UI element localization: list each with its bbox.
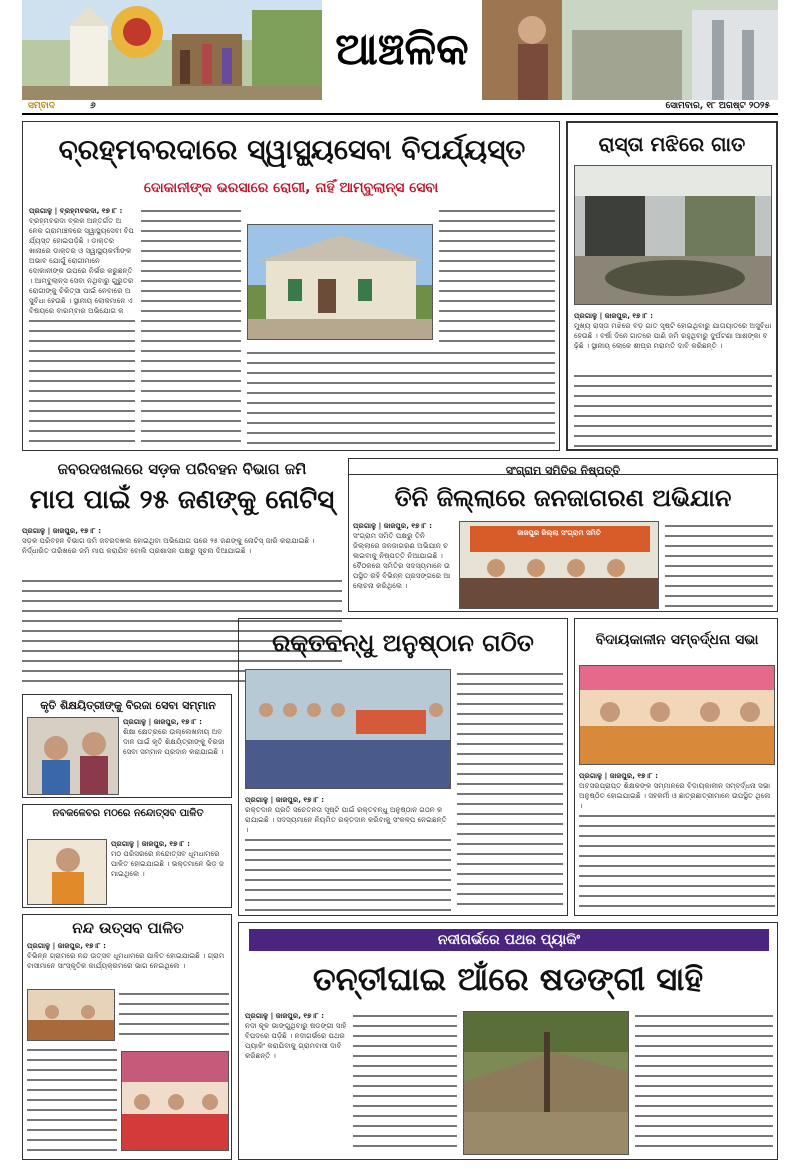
teacher-body-text: ଶିକ୍ଷା କ୍ଷେତ୍ରରେ ଉଲ୍ଲେଖନୀୟ ଅବଦାନ ପାଇଁ କୃତି ଶିକ୍ଷୟିତ୍ରୀଙ୍କୁ ବିରଜା ସେବା ସମ୍ମାନ ପ୍ରଦାନ କରାଯାଇଛି ।	[123, 727, 225, 756]
river-kicker-bar	[249, 929, 769, 951]
pothole-body-text: ମୁଖ୍ୟ ରାସ୍ତା ମଝିରେ ବଡ଼ ଗାତ ସୃଷ୍ଟି ହୋଇଥିବାରୁ ଯାତାୟାତରେ ଅସୁବିଧା ହେଉଛି । ବର୍ଷା ଦିନେ ଗାତରେ ପାଣି ଜମି ରହୁଥିବାରୁ ଦୁର୍ଘଟଣା ଆଶଙ୍କା ବଢ଼ିଛି । ସ୍ଥାନୀୟ ଲୋକେ ଶୀଘ୍ର ମରାମତି ଦାବି କରିଛନ୍ତି ।	[574, 321, 772, 350]
blood-dateline: ପ୍ରଗାଳୁ | ଜାଜପୁର, ୧୭।୮ :	[245, 795, 324, 804]
festival-story	[22, 914, 232, 1160]
lead-subhead: ଦୋକାନୀଙ୍କ ଭରସାରେ ରୋଗୀ, ନାହିଁ ଆମ୍ବୁଲାନ୍ସ ସେବା	[143, 180, 439, 196]
lead-column-2	[141, 206, 241, 446]
river-dateline: ପ୍ରଗାଳୁ | ଜାଜପୁର, ୧୭।୮ :	[245, 1011, 324, 1020]
lead-column-4	[247, 348, 555, 446]
blood-photo	[245, 669, 451, 789]
river-headline: ତନ୍ତୀଘାଇ ଆଁରେ ଷଡଙ୍ଗୀ ସାହି	[312, 960, 704, 998]
notice-headline: ମାପ ପାଇଁ ୨୫ ଜଣଙ୍କୁ ନୋଟିସ୍	[29, 485, 335, 515]
issue-date: ସୋମବାର, ୧୮ ଅଗଷ୍ଟ ୨୦୨୫	[665, 101, 770, 111]
festival-headline: ନନ୍ଦ ଉତ୍ସବ ପାଳିତ	[72, 919, 184, 937]
blood-body-text: ରକ୍ତଦାନ ପ୍ରତି ସଚେତନତା ସୃଷ୍ଟି ପାଇଁ ରକ୍ତବନ୍ଧୁ ଅନୁଷ୍ଠାନ ଗଠନ କରାଯାଇଛି । ସଦସ୍ୟମାନେ ନିୟମିତ ରକ୍ତଦାନ କରିବାକୁ ସଂକଳ୍ପ ନେଇଛନ୍ତି ।	[245, 805, 447, 834]
festival-body-text: ବିଭିନ୍ନ ଗ୍ରାମରେ ନନ୍ଦ ଉତ୍ସବ ଧୂମଧାମରେ ପାଳିତ ହୋଇଯାଇଛି । ଗ୍ରାମବାସୀମାନେ ସାଂସ୍କୃତିକ କାର୍ଯ୍ୟକ୍ରମରେ ଭାଗ ନେଇଥିଲେ ।	[27, 951, 225, 970]
campaign-column-2	[665, 521, 773, 609]
campaign-kicker-bar	[349, 459, 777, 475]
masthead	[22, 0, 778, 100]
festival-photo-1	[27, 989, 115, 1041]
lead-column-1	[29, 206, 135, 446]
notice-body-text: ସଡ଼କ ପରିବହନ ବିଭାଗ ଜମି ଜବରଦଖଲ ହୋଇଥିବା ଅଭିଯୋଗ ପରେ ୨୫ ଜଣଙ୍କୁ ନୋଟିସ୍ ଜାରି କରାଯାଇଛି । ନିର୍ଦ୍ଧାରିତ ତାରିଖରେ ଜମି ମାପ କରାଯିବ ବୋଲି ପ୍ରଶାସନ ପକ୍ଷରୁ ସୂଚନା ଦିଆଯାଇଛି ।	[22, 536, 315, 555]
lead-photo-health-centre	[247, 224, 433, 340]
campaign-dateline: ପ୍ରଗାଳୁ | ଜାଜପୁର, ୧୭।୮ :	[353, 521, 432, 530]
notice-dateline: ପ୍ରଗାଳୁ | ଜାଜପୁର, ୧୭।୮ :	[22, 526, 101, 535]
pothole-story	[566, 121, 778, 451]
campaign-headline: ତିନି ଜିଲ୍ଲାରେ ଜନଜାଗରଣ ଅଭିଯାନ	[394, 484, 732, 512]
river-story	[238, 922, 778, 1160]
pothole-headline: ରାସ୍ତା ମଝିରେ ଗାତ	[598, 132, 746, 156]
pothole-photo	[574, 165, 772, 305]
mla-photo	[579, 665, 775, 765]
teacher-photo	[27, 717, 119, 795]
river-body-text: ନଦୀ କୂଳ ଭାଙ୍ଗୁଥିବାରୁ ଷଡଙ୍ଗୀ ସାହି ବିପଦରେ ପଡ଼ିଛି । ନଦୀଗର୍ଭରେ ପଥର ପ୍ୟାକିଂ କରାଯିବାକୁ ଗ୍ରାମବାସୀ ଦାବି କରିଛନ୍ତି ।	[245, 1021, 347, 1060]
river-photo	[463, 1011, 629, 1155]
procession-headline: ନବକଳେବର ମଠରେ ନନ୍ଦୋତ୍ସବ ପାଳିତ	[52, 808, 204, 819]
campaign-body-text: ସଂଗ୍ରାମ ସମିତି ପକ୍ଷରୁ ତିନି ଜିଲ୍ଲାରେ ଜନଜାଗରଣ ଅଭିଯାନ ଚଳାଇବାକୁ ନିଷ୍ପତ୍ତି ନିଆଯାଇଛି । ବୈଠକରେ ସମିତିର ସଦସ୍ୟମାନେ ଉପସ୍ଥିତ ରହି ବିଭିନ୍ନ ପ୍ରସଙ୍ଗରେ ଆଲୋଚନା କରିଥିଲେ ।	[353, 531, 451, 590]
festival-body-mid	[119, 989, 229, 1041]
campaign-banner-text: ଜାଜପୁର ଜିଲ୍ଲା ସଂଗ୍ରାମ ସମିତି	[517, 529, 601, 537]
masthead-collage-left	[22, 0, 322, 100]
festival-body-left	[27, 1045, 117, 1155]
teacher-headline: କୃତି ଶିକ୍ଷୟିତ୍ରୀଙ୍କୁ ବିରଜା ସେବା ସମ୍ମାନ	[40, 699, 216, 712]
date-strip	[22, 101, 778, 115]
paper-name: ସମ୍ବାଦ	[28, 101, 55, 111]
procession-body-text: ମଠ ପରିସରରେ ନନ୍ଦୋତ୍ସବ ଧୂମଧାମରେ ପାଳିତ ହୋଇଯାଇଛି । ଭକ୍ତମାନେ ଭିଡ଼ ଜମାଇଥିଲେ ।	[111, 849, 224, 878]
teacher-story	[22, 694, 232, 798]
campaign-kicker: ସଂଗ୍ରାମ ସମିତିର ନିଷ୍ପତ୍ତି	[505, 464, 621, 477]
masthead-title: ଆଞ୍ଚଳିକ	[335, 24, 469, 75]
blood-body	[245, 795, 451, 911]
river-column-2	[353, 1011, 457, 1155]
campaign-column-1	[353, 521, 453, 609]
teacher-dateline: ପ୍ରଗାଳୁ | ଜାଜପୁର, ୧୭।୮ :	[123, 717, 202, 726]
river-column-1	[245, 1011, 347, 1155]
pothole-dateline: ପ୍ରଗାଳୁ | ଜାଜପୁର, ୧୭।୮ :	[574, 311, 653, 320]
pothole-body	[574, 311, 772, 447]
masthead-collage-right	[482, 0, 778, 100]
mla-headline: ବିଦାୟକାଳୀନ ସମ୍ବର୍ଦ୍ଧନା ସଭା	[595, 632, 759, 648]
mla-story	[574, 618, 778, 916]
lead-column-3	[439, 206, 555, 342]
blood-headline: ରକ୍ତବନ୍ଧୁ ଅନୁଷ୍ଠାନ ଗଠିତ	[272, 629, 534, 657]
lead-subhead-bar	[29, 176, 553, 200]
teacher-body	[123, 717, 229, 795]
mla-body	[579, 771, 775, 911]
procession-body	[111, 839, 229, 905]
page-number: ୬	[90, 101, 96, 111]
campaign-story	[348, 458, 778, 612]
festival-photo-2	[121, 1051, 229, 1151]
lead-body-text: ବ୍ରହ୍ମବରଦା ବ୍ଲକ ଅନ୍ତର୍ଗତ ଅନେକ ଗ୍ରାମାଞ୍ଚଳରେ ସ୍ୱାସ୍ଥ୍ୟସେବା ବିପର୍ଯ୍ୟସ୍ତ ହୋଇପଡ଼ିଛି । ଡାକ୍ତରଖାନାରେ ଡାକ୍ତର ଓ ସ୍ୱାସ୍ଥ୍ୟକର୍ମୀଙ୍କ ଅଭାବ ଯୋଗୁଁ ରୋଗୀମାନେ ଦୋକାନୀଙ୍କ ଉପରେ ନିର୍ଭର କରୁଛନ୍ତି । ଆମ୍ବୁଲାନ୍ସ ସେବା ନଥିବାରୁ ଗୁରୁତର ରୋଗୀଙ୍କୁ ଚିକିତ୍ସା ପାଇଁ ନେବାରେ ଅସୁବିଧା ହେଉଛି । ସ୍ଥାନୀୟ ଲୋକମାନେ ଏ ବିଷୟରେ ବାରମ୍ବାର ଅଭିଯୋଗ କ	[29, 216, 134, 315]
festival-dateline: ପ୍ରଗାଳୁ | ଜାଜପୁର, ୧୭।୮ :	[27, 941, 106, 950]
notice-kicker: ଜବରଦଖଲରେ ସଡ଼କ ପରିବହନ ବିଭାଗ ଜମି	[57, 460, 307, 478]
procession-dateline: ପ୍ରଗାଳୁ | ଜାଜପୁର, ୧୭।୮ :	[111, 839, 190, 848]
festival-body-top	[27, 941, 229, 987]
river-kicker: ନଦୀଗର୍ଭରେ ପଥର ପ୍ୟାକିଂ	[437, 932, 581, 948]
lead-story	[22, 121, 560, 451]
procession-photo	[27, 839, 107, 905]
lead-headline: ବ୍ରହ୍ମବରଦାରେ ସ୍ୱାସ୍ଥ୍ୟସେବା ବିପର୍ଯ୍ୟସ୍ତ	[58, 133, 526, 166]
blood-story	[238, 618, 568, 916]
mla-body-text: ଅବସରପ୍ରାପ୍ତ ଶିକ୍ଷକଙ୍କ ସମ୍ମାନରେ ବିଦାୟକାଳୀନ ସମ୍ବର୍ଦ୍ଧନା ସଭା ଅନୁଷ୍ଠିତ ହୋଇଯାଇଛି । ସହକର୍ମୀ ଓ ଛାତ୍ରଛାତ୍ରୀମାନେ ଉପସ୍ଥିତ ଥିଲେ ।	[579, 781, 771, 810]
procession-story	[22, 804, 232, 908]
mla-dateline: ପ୍ରଗାଳୁ | ଜାଜପୁର, ୧୭।୮ :	[579, 771, 658, 780]
blood-column-right	[457, 669, 563, 911]
river-column-3	[635, 1011, 773, 1155]
lead-dateline: ପ୍ରଗାଳୁ | ବ୍ରହ୍ମବରଦା, ୧୭।୮ :	[29, 206, 123, 215]
